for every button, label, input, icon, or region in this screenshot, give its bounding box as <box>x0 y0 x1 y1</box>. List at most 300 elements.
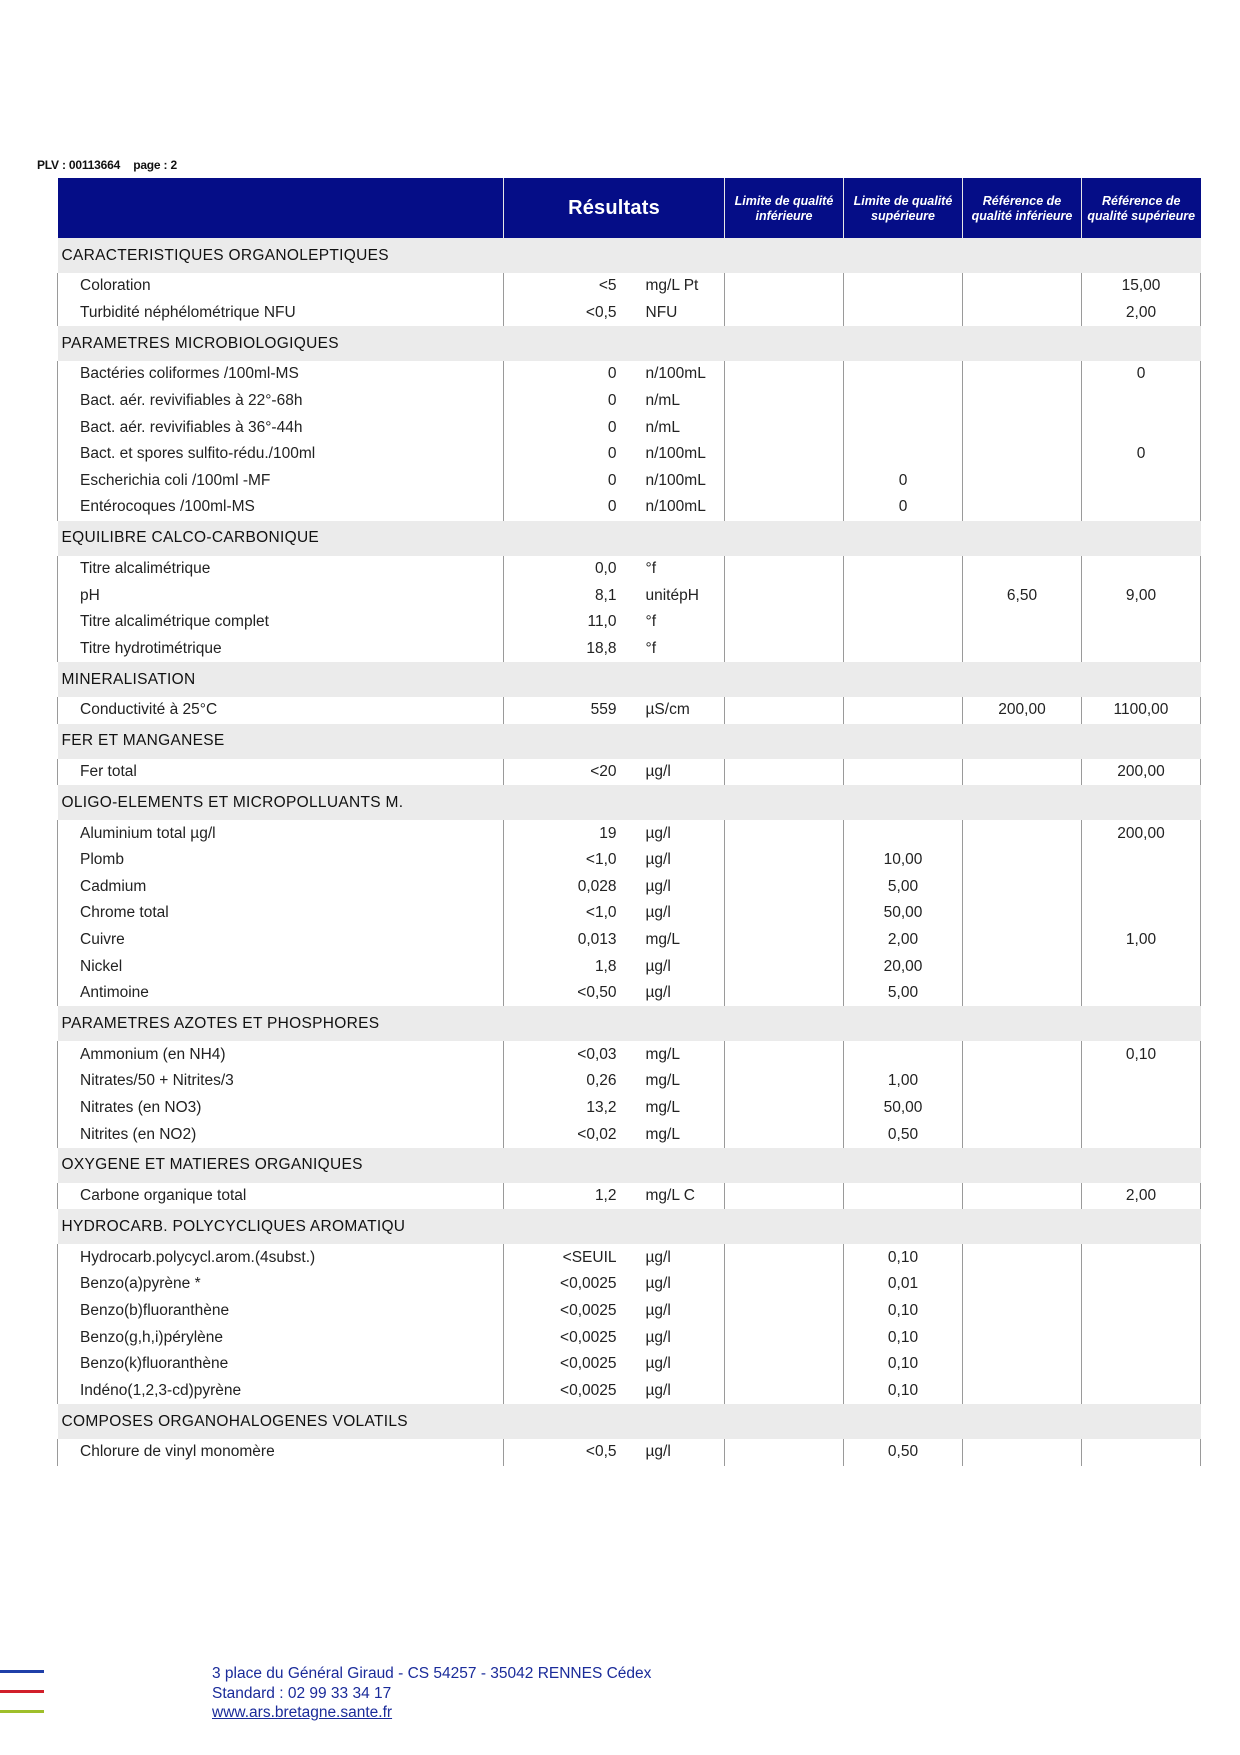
upper-quality-reference-cell: 2,00 <box>1082 1183 1201 1210</box>
result-unit: µg/l <box>645 984 671 1002</box>
table-row <box>58 874 1201 901</box>
lower-quality-limit-cell <box>725 1121 844 1148</box>
result-unit: µg/l <box>645 824 671 842</box>
upper-quality-limit-cell: 0,10 <box>844 1351 963 1378</box>
result-value: 0 <box>504 361 631 388</box>
upper-quality-limit-cell <box>844 636 963 663</box>
parameter-name: Bact. et spores sulfito-rédu./100ml <box>58 441 504 468</box>
result-value: <0,0025 <box>504 1377 631 1404</box>
parameter-name: Aluminium total µg/l <box>58 820 504 847</box>
lower-quality-reference-cell <box>963 1183 1082 1210</box>
upper-quality-reference-cell <box>1082 874 1201 901</box>
result-unit: µg/l <box>645 904 671 922</box>
result-value: 0 <box>504 441 631 468</box>
lower-quality-reference-cell <box>963 468 1082 495</box>
table-row <box>58 582 1201 609</box>
table-row <box>58 609 1201 636</box>
lower-quality-reference-cell <box>963 556 1082 583</box>
lower-quality-limit-cell <box>725 273 844 300</box>
result-value: <5 <box>504 273 631 300</box>
upper-quality-limit-cell: 0,50 <box>844 1121 963 1148</box>
lower-quality-limit-cell <box>725 388 844 415</box>
table-row <box>58 468 1201 495</box>
table-row <box>58 1095 1201 1122</box>
upper-quality-limit-cell: 2,00 <box>844 927 963 954</box>
upper-quality-reference-cell <box>1082 1298 1201 1325</box>
result-value: <0,03 <box>504 1041 631 1068</box>
result-unit: mg/L <box>645 1072 680 1090</box>
lower-quality-reference-cell <box>963 414 1082 441</box>
upper-quality-limit-cell: 0,50 <box>844 1439 963 1466</box>
section-header-row <box>58 521 1201 556</box>
parameter-name: pH <box>58 582 504 609</box>
lower-quality-reference-cell <box>963 636 1082 663</box>
section-title: CARACTERISTIQUES ORGANOLEPTIQUES <box>58 238 1201 273</box>
table-row <box>58 1271 1201 1298</box>
lower-quality-limit-cell <box>725 609 844 636</box>
table-row <box>58 636 1201 663</box>
result-unit: µg/l <box>645 851 671 869</box>
result-value: <0,0025 <box>504 1271 631 1298</box>
section-header-row <box>58 1404 1201 1439</box>
upper-quality-reference-cell: 15,00 <box>1082 273 1201 300</box>
section-title: HYDROCARB. POLYCYCLIQUES AROMATIQU <box>58 1209 1201 1244</box>
lower-quality-limit-cell <box>725 1298 844 1325</box>
upper-quality-reference-cell: 0,10 <box>1082 1041 1201 1068</box>
parameter-name: Benzo(b)fluoranthène <box>58 1298 504 1325</box>
section-header-row <box>58 1148 1201 1183</box>
footer-bar-red <box>0 1690 44 1693</box>
lower-quality-reference-cell <box>963 1244 1082 1271</box>
lower-quality-reference-cell: 200,00 <box>963 697 1082 724</box>
upper-quality-limit-cell: 20,00 <box>844 953 963 980</box>
parameter-name: Ammonium (en NH4) <box>58 1041 504 1068</box>
footer-color-bars <box>0 1670 44 1730</box>
result-unit: µg/l <box>645 763 671 781</box>
lower-quality-reference-cell <box>963 1095 1082 1122</box>
upper-quality-reference-cell <box>1082 1377 1201 1404</box>
table-row <box>58 847 1201 874</box>
result-unit: mg/L C <box>645 1187 695 1205</box>
section-header-row <box>58 1209 1201 1244</box>
parameter-name: Turbidité néphélométrique NFU <box>58 300 504 327</box>
table-row <box>58 494 1201 521</box>
parameter-name: Titre alcalimétrique <box>58 556 504 583</box>
lower-quality-limit-cell <box>725 556 844 583</box>
table-row <box>58 388 1201 415</box>
section-title: OLIGO-ELEMENTS ET MICROPOLLUANTS M. <box>58 785 1201 820</box>
lower-quality-limit-cell <box>725 900 844 927</box>
lower-quality-limit-cell <box>725 1324 844 1351</box>
lower-quality-limit-cell <box>725 1068 844 1095</box>
section-title: EQUILIBRE CALCO-CARBONIQUE <box>58 521 1201 556</box>
parameter-name: Chrome total <box>58 900 504 927</box>
lower-quality-limit-cell <box>725 953 844 980</box>
result-unit: n/100mL <box>645 471 706 489</box>
results-table <box>57 178 1201 1466</box>
lower-quality-reference-cell <box>963 494 1082 521</box>
parameter-name: Bact. aér. revivifiables à 22°-68h <box>58 388 504 415</box>
result-unit: mg/L <box>645 1045 680 1063</box>
footer-bar-green <box>0 1710 44 1713</box>
upper-quality-limit-cell <box>844 1183 963 1210</box>
result-value: <20 <box>504 759 631 786</box>
table-row <box>58 1121 1201 1148</box>
upper-quality-reference-cell <box>1082 414 1201 441</box>
result-unit: °f <box>645 560 657 578</box>
lower-quality-limit-cell <box>725 494 844 521</box>
table-row <box>58 1068 1201 1095</box>
lower-quality-limit-cell <box>725 759 844 786</box>
result-value: <0,0025 <box>504 1324 631 1351</box>
result-value: 0,013 <box>504 927 631 954</box>
table-row <box>58 361 1201 388</box>
result-value: 0 <box>504 388 631 415</box>
lower-quality-reference-cell <box>963 1351 1082 1378</box>
upper-quality-reference-cell <box>1082 1324 1201 1351</box>
upper-quality-reference-cell <box>1082 636 1201 663</box>
header-lower-quality-limit: Limite de qualité inférieure <box>725 178 844 238</box>
table-row <box>58 953 1201 980</box>
lower-quality-reference-cell <box>963 609 1082 636</box>
result-unit: mg/L Pt <box>645 277 699 295</box>
result-value: 559 <box>504 697 631 724</box>
table-row <box>58 1351 1201 1378</box>
upper-quality-limit-cell: 50,00 <box>844 900 963 927</box>
table-row <box>58 820 1201 847</box>
result-unit: °f <box>645 639 657 657</box>
parameter-name: Hydrocarb.polycycl.arom.(4subst.) <box>58 1244 504 1271</box>
upper-quality-limit-cell <box>844 300 963 327</box>
upper-quality-limit-cell <box>844 1041 963 1068</box>
upper-quality-limit-cell: 5,00 <box>844 980 963 1007</box>
upper-quality-limit-cell <box>844 414 963 441</box>
table-row <box>58 980 1201 1007</box>
header-lower-quality-reference: Référence de qualité inférieure <box>963 178 1082 238</box>
plv-number: PLV : 00113664 <box>37 158 121 172</box>
lower-quality-reference-cell <box>963 273 1082 300</box>
result-value: <1,0 <box>504 847 631 874</box>
result-unit: n/100mL <box>645 365 706 383</box>
table-row <box>58 1439 1201 1466</box>
lower-quality-limit-cell <box>725 300 844 327</box>
section-header-row <box>58 238 1201 273</box>
footer-address: 3 place du Général Giraud - CS 54257 - 35042 RENNES Cédex <box>212 1665 652 1682</box>
lower-quality-reference-cell <box>963 1121 1082 1148</box>
result-value: 0,0 <box>504 556 631 583</box>
lower-quality-reference-cell <box>963 759 1082 786</box>
result-unit: µg/l <box>645 1301 671 1319</box>
results-table-body <box>58 238 1201 1466</box>
result-unit: µg/l <box>645 877 671 895</box>
upper-quality-reference-cell <box>1082 953 1201 980</box>
upper-quality-limit-cell <box>844 556 963 583</box>
upper-quality-reference-cell <box>1082 1351 1201 1378</box>
result-value: <0,5 <box>504 300 631 327</box>
parameter-name: Benzo(g,h,i)pérylène <box>58 1324 504 1351</box>
header-results: Résultats <box>504 178 725 238</box>
table-row <box>58 1244 1201 1271</box>
parameter-name: Titre hydrotimétrique <box>58 636 504 663</box>
result-unit: n/100mL <box>645 498 706 516</box>
parameter-name: Nitrates (en NO3) <box>58 1095 504 1122</box>
lower-quality-limit-cell <box>725 441 844 468</box>
lower-quality-reference-cell <box>963 820 1082 847</box>
upper-quality-reference-cell: 9,00 <box>1082 582 1201 609</box>
result-unit: mg/L <box>645 930 680 948</box>
section-title: FER ET MANGANESE <box>58 724 1201 759</box>
lower-quality-limit-cell <box>725 1244 844 1271</box>
parameter-name: Antimoine <box>58 980 504 1007</box>
upper-quality-reference-cell <box>1082 1121 1201 1148</box>
parameter-name: Nickel <box>58 953 504 980</box>
upper-quality-limit-cell: 0 <box>844 468 963 495</box>
section-header-row <box>58 724 1201 759</box>
table-row <box>58 1324 1201 1351</box>
footer-phone: Standard : 02 99 33 34 17 <box>212 1684 392 1702</box>
upper-quality-reference-cell <box>1082 609 1201 636</box>
parameter-name: Bact. aér. revivifiables à 36°-44h <box>58 414 504 441</box>
upper-quality-limit-cell: 10,00 <box>844 847 963 874</box>
result-unit: mg/L <box>645 1098 680 1116</box>
footer-bar-blue <box>0 1670 44 1673</box>
table-row <box>58 759 1201 786</box>
parameter-name: Benzo(a)pyrène * <box>58 1271 504 1298</box>
table-row <box>58 1183 1201 1210</box>
document-reference <box>37 158 177 172</box>
result-value: <1,0 <box>504 900 631 927</box>
lower-quality-limit-cell <box>725 582 844 609</box>
upper-quality-limit-cell <box>844 388 963 415</box>
lower-quality-limit-cell <box>725 820 844 847</box>
result-unit: µg/l <box>645 1381 671 1399</box>
table-row <box>58 273 1201 300</box>
section-title: COMPOSES ORGANOHALOGENES VOLATILS <box>58 1404 1201 1439</box>
upper-quality-reference-cell: 2,00 <box>1082 300 1201 327</box>
result-unit: µg/l <box>645 1248 671 1266</box>
upper-quality-reference-cell: 200,00 <box>1082 759 1201 786</box>
result-unit: NFU <box>645 303 678 321</box>
table-row <box>58 1377 1201 1404</box>
result-value: <0,0025 <box>504 1351 631 1378</box>
lower-quality-limit-cell <box>725 361 844 388</box>
lower-quality-limit-cell <box>725 414 844 441</box>
parameter-name: Fer total <box>58 759 504 786</box>
lower-quality-limit-cell <box>725 927 844 954</box>
result-unit: µg/l <box>645 1355 671 1373</box>
parameter-name: Bactéries coliformes /100ml-MS <box>58 361 504 388</box>
page-number: page : 2 <box>133 158 177 172</box>
result-unit: n/mL <box>645 418 680 436</box>
section-title: MINERALISATION <box>58 662 1201 697</box>
result-value: 8,1 <box>504 582 631 609</box>
upper-quality-limit-cell <box>844 697 963 724</box>
table-row <box>58 900 1201 927</box>
lower-quality-reference-cell <box>963 1041 1082 1068</box>
lower-quality-reference-cell <box>963 388 1082 415</box>
lower-quality-limit-cell <box>725 697 844 724</box>
header-upper-quality-limit: Limite de qualité supérieure <box>844 178 963 238</box>
parameter-name: Chlorure de vinyl monomère <box>58 1439 504 1466</box>
section-title: OXYGENE ET MATIERES ORGANIQUES <box>58 1148 1201 1183</box>
lower-quality-reference-cell <box>963 953 1082 980</box>
lower-quality-reference-cell: 6,50 <box>963 582 1082 609</box>
upper-quality-limit-cell: 5,00 <box>844 874 963 901</box>
lower-quality-limit-cell <box>725 468 844 495</box>
lower-quality-limit-cell <box>725 1439 844 1466</box>
parameter-name: Titre alcalimétrique complet <box>58 609 504 636</box>
upper-quality-reference-cell <box>1082 900 1201 927</box>
upper-quality-limit-cell: 1,00 <box>844 1068 963 1095</box>
result-value: 11,0 <box>504 609 631 636</box>
result-value: <0,50 <box>504 980 631 1007</box>
result-value: 13,2 <box>504 1095 631 1122</box>
upper-quality-limit-cell <box>844 273 963 300</box>
lower-quality-reference-cell <box>963 1324 1082 1351</box>
parameter-name: Coloration <box>58 273 504 300</box>
result-unit: n/100mL <box>645 445 706 463</box>
section-header-row <box>58 785 1201 820</box>
parameter-name: Benzo(k)fluoranthène <box>58 1351 504 1378</box>
table-row <box>58 697 1201 724</box>
parameter-name: Nitrates/50 + Nitrites/3 <box>58 1068 504 1095</box>
result-value: 18,8 <box>504 636 631 663</box>
parameter-name: Plomb <box>58 847 504 874</box>
upper-quality-reference-cell: 1,00 <box>1082 927 1201 954</box>
upper-quality-limit-cell: 0,10 <box>844 1324 963 1351</box>
upper-quality-reference-cell <box>1082 980 1201 1007</box>
section-header-row <box>58 662 1201 697</box>
result-value: 0,26 <box>504 1068 631 1095</box>
upper-quality-reference-cell: 0 <box>1082 361 1201 388</box>
lower-quality-limit-cell <box>725 1377 844 1404</box>
upper-quality-limit-cell: 0,10 <box>844 1244 963 1271</box>
lower-quality-reference-cell <box>963 874 1082 901</box>
table-row <box>58 927 1201 954</box>
lower-quality-reference-cell <box>963 441 1082 468</box>
result-unit: n/mL <box>645 392 680 410</box>
upper-quality-limit-cell <box>844 361 963 388</box>
result-value: 0,028 <box>504 874 631 901</box>
lower-quality-reference-cell <box>963 300 1082 327</box>
result-unit: µg/l <box>645 1275 671 1293</box>
upper-quality-limit-cell <box>844 582 963 609</box>
upper-quality-reference-cell <box>1082 1439 1201 1466</box>
table-row <box>58 414 1201 441</box>
result-value: 0 <box>504 414 631 441</box>
table-row <box>58 1041 1201 1068</box>
upper-quality-reference-cell <box>1082 1068 1201 1095</box>
result-value: <0,0025 <box>504 1298 631 1325</box>
lower-quality-limit-cell <box>725 1183 844 1210</box>
parameter-name: Carbone organique total <box>58 1183 504 1210</box>
upper-quality-limit-cell: 0 <box>844 494 963 521</box>
header-upper-quality-reference: Référence de qualité supérieure <box>1082 178 1201 238</box>
lower-quality-limit-cell <box>725 636 844 663</box>
lower-quality-limit-cell <box>725 980 844 1007</box>
upper-quality-limit-cell <box>844 441 963 468</box>
section-header-row <box>58 1006 1201 1041</box>
upper-quality-reference-cell: 200,00 <box>1082 820 1201 847</box>
footer-contact <box>212 1664 651 1723</box>
table-row <box>58 1298 1201 1325</box>
parameter-name: Escherichia coli /100ml -MF <box>58 468 504 495</box>
upper-quality-reference-cell <box>1082 1244 1201 1271</box>
upper-quality-reference-cell <box>1082 556 1201 583</box>
section-title: PARAMETRES AZOTES ET PHOSPHORES <box>58 1006 1201 1041</box>
upper-quality-limit-cell <box>844 609 963 636</box>
result-unit: µg/l <box>645 1328 671 1346</box>
result-value: 0 <box>504 468 631 495</box>
section-title: PARAMETRES MICROBIOLOGIQUES <box>58 326 1201 361</box>
lower-quality-limit-cell <box>725 1041 844 1068</box>
result-value: 1,8 <box>504 953 631 980</box>
upper-quality-reference-cell: 1100,00 <box>1082 697 1201 724</box>
upper-quality-reference-cell <box>1082 1095 1201 1122</box>
result-value: 0 <box>504 494 631 521</box>
lower-quality-reference-cell <box>963 1068 1082 1095</box>
upper-quality-reference-cell <box>1082 468 1201 495</box>
result-value: <SEUIL <box>504 1244 631 1271</box>
result-value: <0,02 <box>504 1121 631 1148</box>
upper-quality-limit-cell <box>844 759 963 786</box>
result-unit: µg/l <box>645 957 671 975</box>
lower-quality-limit-cell <box>725 1271 844 1298</box>
result-value: 1,2 <box>504 1183 631 1210</box>
lower-quality-reference-cell <box>963 900 1082 927</box>
result-value: 19 <box>504 820 631 847</box>
lower-quality-reference-cell <box>963 361 1082 388</box>
lower-quality-limit-cell <box>725 1095 844 1122</box>
upper-quality-limit-cell: 0,01 <box>844 1271 963 1298</box>
parameter-name: Entérocoques /100ml-MS <box>58 494 504 521</box>
parameter-name: Nitrites (en NO2) <box>58 1121 504 1148</box>
table-row <box>58 556 1201 583</box>
upper-quality-limit-cell <box>844 820 963 847</box>
upper-quality-reference-cell: 0 <box>1082 441 1201 468</box>
upper-quality-reference-cell <box>1082 494 1201 521</box>
table-row <box>58 441 1201 468</box>
result-unit: °f <box>645 613 657 631</box>
lower-quality-reference-cell <box>963 927 1082 954</box>
lower-quality-reference-cell <box>963 980 1082 1007</box>
parameter-name: Conductivité à 25°C <box>58 697 504 724</box>
result-unit: unitépH <box>645 586 699 604</box>
section-header-row <box>58 326 1201 361</box>
lower-quality-reference-cell <box>963 1377 1082 1404</box>
parameter-name: Cuivre <box>58 927 504 954</box>
upper-quality-limit-cell: 50,00 <box>844 1095 963 1122</box>
lower-quality-limit-cell <box>725 1351 844 1378</box>
lower-quality-reference-cell <box>963 1439 1082 1466</box>
upper-quality-reference-cell <box>1082 847 1201 874</box>
result-unit: mg/L <box>645 1125 680 1143</box>
upper-quality-limit-cell: 0,10 <box>844 1377 963 1404</box>
upper-quality-reference-cell <box>1082 1271 1201 1298</box>
lower-quality-limit-cell <box>725 847 844 874</box>
result-unit: µg/l <box>645 1443 671 1461</box>
result-unit: µS/cm <box>645 701 690 719</box>
parameter-name: Indéno(1,2,3-cd)pyrène <box>58 1377 504 1404</box>
lower-quality-reference-cell <box>963 1271 1082 1298</box>
result-value: <0,5 <box>504 1439 631 1466</box>
footer-website-link[interactable]: www.ars.bretagne.sante.fr <box>212 1704 393 1721</box>
lower-quality-reference-cell <box>963 1298 1082 1325</box>
upper-quality-reference-cell <box>1082 388 1201 415</box>
parameter-name: Cadmium <box>58 874 504 901</box>
upper-quality-limit-cell: 0,10 <box>844 1298 963 1325</box>
table-row <box>58 300 1201 327</box>
